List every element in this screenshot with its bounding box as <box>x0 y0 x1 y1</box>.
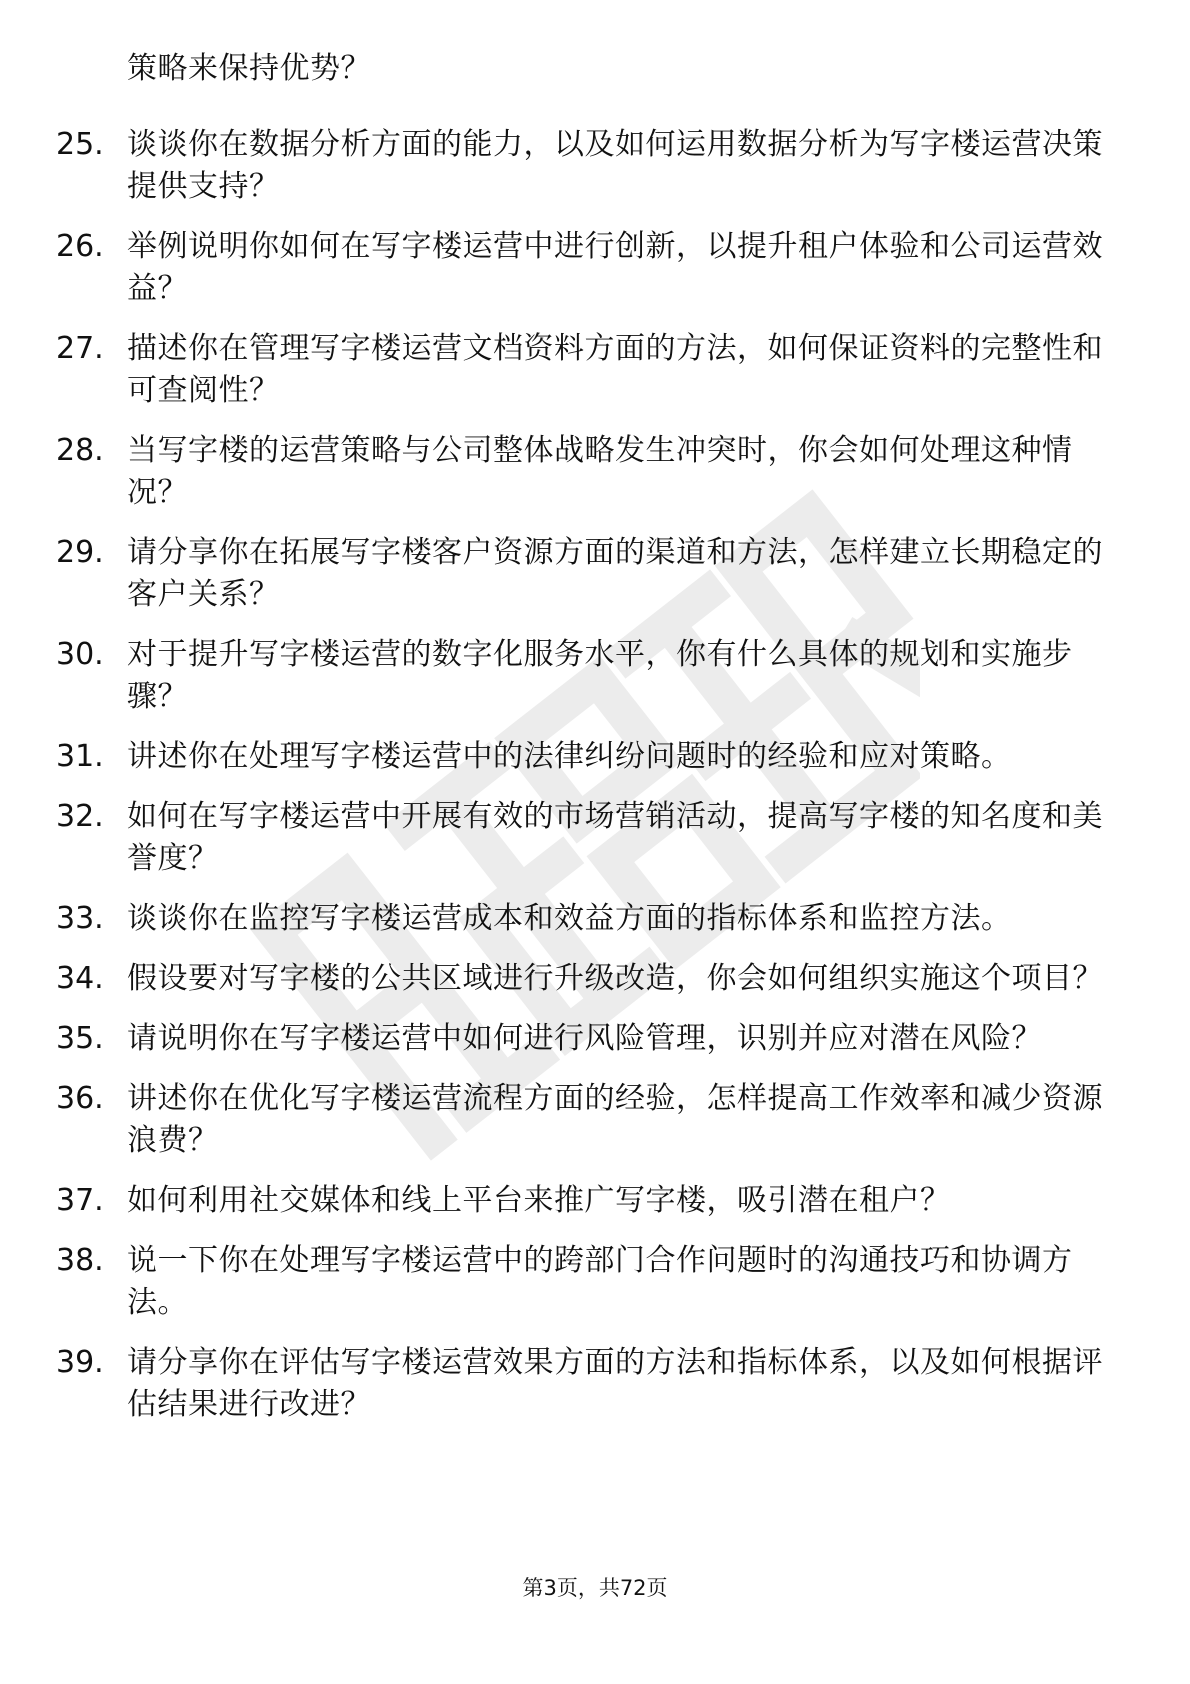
question-number: 38. <box>56 1243 104 1278</box>
question-number: 35. <box>56 1021 104 1056</box>
question-number: 25. <box>56 127 104 162</box>
list-item <box>0 226 1190 310</box>
list-item <box>0 1342 1190 1426</box>
question-number: 32. <box>56 799 104 834</box>
question-text: 讲述你在处理写字楼运营中的法律纠纷问题时的经验和应对策略。 <box>127 739 1012 774</box>
question-number: 37. <box>56 1183 104 1218</box>
list-item <box>0 1180 1190 1222</box>
question-text: 如何在写字楼运营中开展有效的市场营销活动，提高写字楼的知名度和美誉度？ <box>127 799 1103 876</box>
question-number: 31. <box>56 739 104 774</box>
question-number: 34. <box>56 961 104 996</box>
question-text: 请分享你在评估写字楼运营效果方面的方法和指标体系，以及如何根据评估结果进行改进？ <box>127 1345 1103 1422</box>
question-text: 请说明你在写字楼运营中如何进行风险管理，识别并应对潜在风险？ <box>127 1021 1042 1056</box>
question-section <box>0 48 1190 1444</box>
list-item <box>0 898 1190 940</box>
question-text: 谈谈你在监控写字楼运营成本和效益方面的指标体系和监控方法。 <box>127 901 1012 936</box>
question-text: 假设要对写字楼的公共区域进行升级改造，你会如何组织实施这个项目？ <box>127 961 1103 996</box>
list-item <box>0 796 1190 880</box>
question-text: 讲述你在优化写字楼运营流程方面的经验，怎样提高工作效率和减少资源浪费？ <box>127 1081 1103 1158</box>
question-number: 29. <box>56 535 104 570</box>
question-text: 说一下你在处理写字楼运营中的跨部门合作问题时的沟通技巧和协调方法。 <box>127 1243 1073 1320</box>
question-number: 28. <box>56 433 104 468</box>
list-item <box>0 1240 1190 1324</box>
question-number: 36. <box>56 1081 104 1116</box>
list-item <box>0 1078 1190 1162</box>
question-number: 30. <box>56 637 104 672</box>
question-text: 当写字楼的运营策略与公司整体战略发生冲突时，你会如何处理这种情况？ <box>127 433 1073 510</box>
question-text: 如何利用社交媒体和线上平台来推广写字楼，吸引潜在租户？ <box>127 1183 951 1218</box>
question-number: 39. <box>56 1345 104 1380</box>
list-item <box>0 1018 1190 1060</box>
question-number: 27. <box>56 331 104 366</box>
list-item <box>0 958 1190 1000</box>
list-item <box>0 634 1190 718</box>
question-text: 举例说明你如何在写字楼运营中进行创新，以提升租户体验和公司运营效益？ <box>127 229 1103 306</box>
list-item <box>0 736 1190 778</box>
list-item <box>0 532 1190 616</box>
question-text: 请分享你在拓展写字楼客户资源方面的渠道和方法，怎样建立长期稳定的客户关系？ <box>127 535 1103 612</box>
list-item <box>0 124 1190 208</box>
question-text: 谈谈你在数据分析方面的能力，以及如何运用数据分析为写字楼运营决策提供支持？ <box>127 127 1103 204</box>
continued-question-text: 策略来保持优势？ <box>127 51 371 86</box>
list-item <box>0 328 1190 412</box>
page-footer: 第3页，共72页 <box>522 1576 668 1600</box>
question-text: 对于提升写字楼运营的数字化服务水平，你有什么具体的规划和实施步骤？ <box>127 637 1073 714</box>
question-number: 33. <box>56 901 104 936</box>
question-number: 26. <box>56 229 104 264</box>
question-text: 描述你在管理写字楼运营文档资料方面的方法，如何保证资料的完整性和可查阅性？ <box>127 331 1103 408</box>
question-list <box>0 124 1190 1426</box>
list-item <box>0 430 1190 514</box>
